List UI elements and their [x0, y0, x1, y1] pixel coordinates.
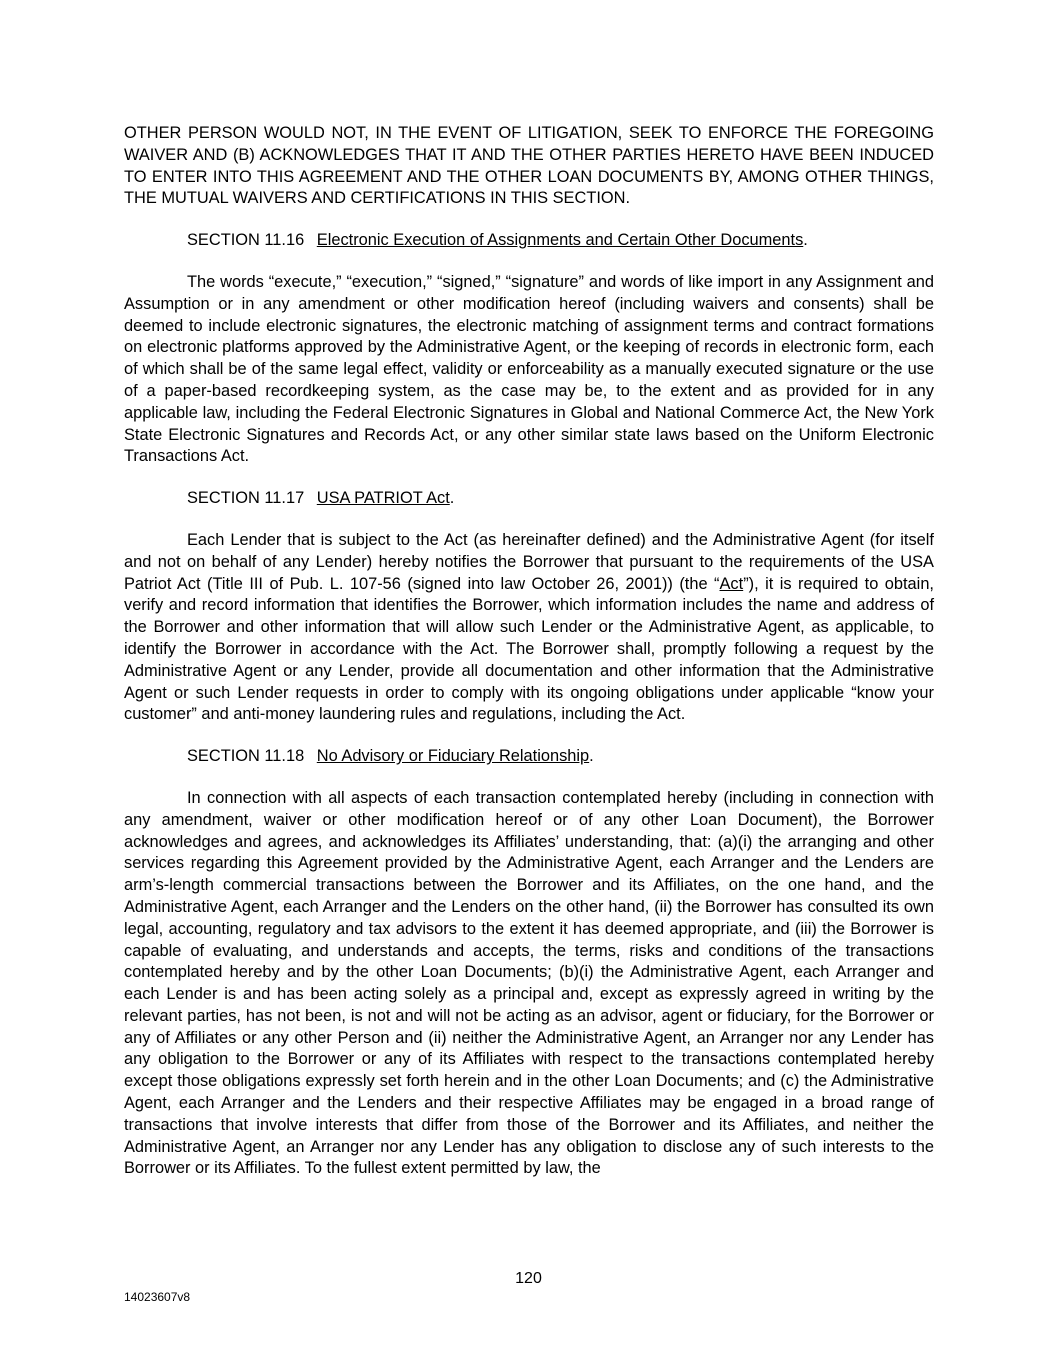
body-text: Each Lender that is subject to the Act (as hereinafter defined) and the Administrative Agent (for itself and not on behalf of any Lender) hereby notifies the Borrower that pursuant to the requirements of the USA Patriot Act (Title III of Pub. L. 107-56 (signed into law October 26, 2001)) (the “: [124, 530, 934, 593]
section-heading-11-17: SECTION 11.17 USA PATRIOT Act.: [124, 488, 934, 510]
defined-term: Act: [719, 574, 744, 593]
document-id: 14023607v8: [124, 1290, 191, 1304]
section-title: No Advisory or Fiduciary Relationship: [316, 747, 590, 766]
section-body-11-16: The words “execute,” “execution,” “signed,” “signature” and words of like import in any Assignment and Assumption or in any amendment or other modification hereof (including waivers and consents) shall be deemed to include electronic signatures, the electronic matching of assignment terms and contract formations on electronic platforms approved by the Administrative Agent, or the keeping of records in electronic form, each of which shall be of the same legal effect, validity or enforceability as a manually executed signature or the use of a paper-based recordkeeping system, as the case may be, to the extent and as provided for in any applicable law, including the Federal Electronic Signatures in Global and National Commerce Act, the New York State Electronic Signatures and Records Act, or any other similar state laws based on the Uniform Electronic Transactions Act.: [124, 272, 934, 466]
section-number: SECTION 11.17: [187, 489, 305, 508]
document-page: [124, 123, 934, 1180]
section-heading-11-18: SECTION 11.18 No Advisory or Fiduciary Relationship.: [124, 746, 934, 768]
section-number: SECTION 11.18: [187, 747, 305, 766]
section-title: USA PATRIOT Act: [316, 489, 450, 508]
section-heading-11-16: SECTION 11.16 Electronic Execution of Assignments and Certain Other Documents.: [124, 230, 934, 252]
section-title: Electronic Execution of Assignments and Certain Other Documents: [316, 231, 804, 250]
section-body-11-18: In connection with all aspects of each transaction contemplated hereby (including in connection with any amendment, waiver or other modification hereof or of any other Loan Document), the Borrower acknowledges and agrees, and acknowledges its Affiliates’ understanding, that: (a)(i) the arranging and other services regarding this Agreement provided by the Administrative Agent, each Arranger and the Lenders are arm’s-length commercial transactions between the Borrower and its Affiliates, on the one hand, and the Administrative Agent, each Arranger and the Lenders on the other hand, (ii) the Borrower has consulted its own legal, accounting, regulatory and tax advisors to the extent it has deemed appropriate, and (iii) the Borrower is capable of evaluating, and understands and accepts, the terms, risks and conditions of the transactions contemplated hereby and by the other Loan Documents; (b)(i) the Administrative Agent, each Arranger and each Lender is and has been acting solely as a principal and, except as expressly agreed in writing by the relevant parties, has not been, is not and will not be acting as an advisor, agent or fiduciary, for the Borrower or any of Affiliates or any other Person and (ii) neither the Administrative Agent, an Arranger nor any Lender has any obligation to the Borrower or any of its Affiliates with respect to the transactions contemplated hereby except those obligations expressly set forth herein and in the other Loan Documents; and (c) the Administrative Agent, each Arranger and the Lenders and their respective Affiliates may be engaged in a broad range of transactions that involve interests that differ from those of the Borrower and its Affiliates, and neither the Administrative Agent, an Arranger nor any Lender has any obligation to disclose any of such interests to the Borrower or its Affiliates. To the fullest extent permitted by law, the: [124, 788, 934, 1178]
intro-paragraph: OTHER PERSON WOULD NOT, IN THE EVENT OF LITIGATION, SEEK TO ENFORCE THE FOREGOING WAIVER AND (B) ACKNOWLEDGES THAT IT AND THE OTHER PARTIES HERETO HAVE BEEN INDUCED TO ENTER INTO THIS AGREEMENT AND THE OTHER LOAN DOCUMENTS BY, AMONG OTHER THINGS, THE MUTUAL WAIVERS AND CERTIFICATIONS IN THIS SECTION.: [124, 124, 934, 208]
page-number: 120: [515, 1270, 542, 1287]
section-body-11-17: [124, 530, 934, 726]
body-text: ”), it is required to obtain, verify and record information that identifies the Borrower, which information includes the name and address of the Borrower and other information that will allow such Lender or the Administrative Agent, as applicable, to identify the Borrower in accordance with the Act. The Borrower shall, promptly following a request by the Administrative Agent or any Lender, provide all documentation and other information that the Administrative Agent or such Lender requests in order to comply with its ongoing obligations under applicable “know your customer” and anti-money laundering rules and regulations, including the Act.: [124, 574, 934, 724]
section-number: SECTION 11.16: [187, 231, 305, 250]
